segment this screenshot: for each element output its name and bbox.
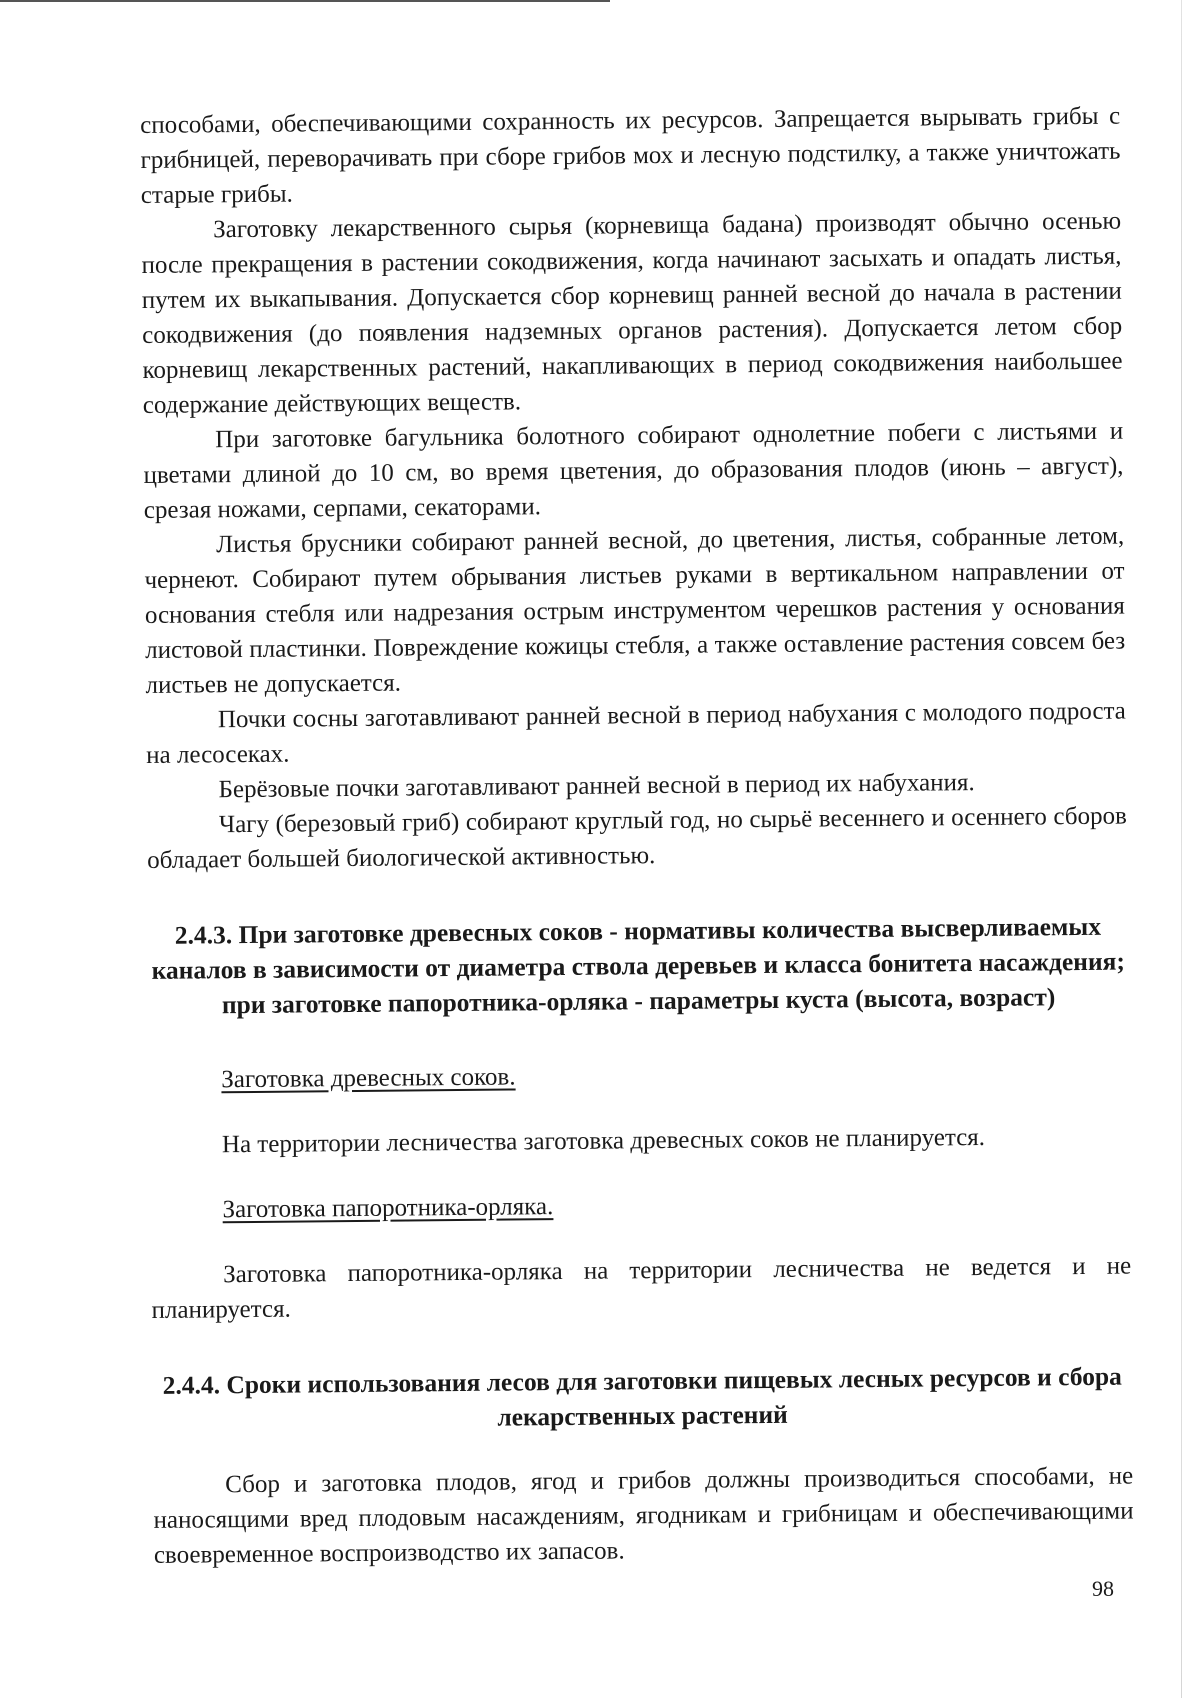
paragraph-fern: Заготовка папоротника-орляка на территории лесничества не ведется и не планируется.: [151, 1252, 1132, 1324]
subheading-tree-sap: Заготовка древесных соков.: [221, 1063, 516, 1094]
section-heading-2-4-4: 2.4.4. Сроки использования лесов для заготовки пищевых лесных ресурсов и сбора лекарственных растений: [162, 1361, 1122, 1432]
paragraph-pine-buds: Почки сосны заготавливают ранней весной в период набухания с молодого подроста на лесосеках.: [146, 697, 1126, 769]
scan-edge: [1181, 0, 1182, 1698]
paragraph-bagulnik: При заготовке багульника болотного собирают однолетние побеги с листьями и цветами длиной до 10 см, во время цветения, до образования плодов (июнь – август), срезая ножами, серпами, секаторами.: [143, 417, 1124, 524]
paragraph-continuation: способами, обеспечивающими сохранность их ресурсов. Запрещается вырывать грибы с грибницей, переворачивать при сборе грибов мох и лесную подстилку, а также уничтожать старые грибы.: [140, 102, 1121, 209]
paragraph-chaga: Чагу (березовый гриб) собирают круглый год, но сырьё весеннего и осеннего сборов обладает большей биологической активностью.: [147, 802, 1127, 874]
paragraph-tree-sap: На территории лесничества заготовка древесных соков не планируется.: [221, 1123, 986, 1159]
document-page: [140, 99, 1134, 1573]
subheading-fern: Заготовка папоротника-орляка.: [222, 1193, 554, 1224]
top-rule: [0, 0, 610, 2]
page-number: 98: [1092, 1576, 1114, 1601]
paragraph-badan: Заготовку лекарственного сырья (корневища бадана) производят обычно осенью после прекращения в растении сокодвижения, когда начинают засыхать и опадать листья, путем их выкапывания. Допускается сбор корневищ ранней весной до начала в растении сокодвижения (до появления надземных органов растения). Допускается летом сбор корневищ лекарственных растений, накапливающих в период сокодвижения наибольшее содержание действующих веществ.: [141, 207, 1123, 419]
paragraph-collection-terms: Сбор и заготовка плодов, ягод и грибов должны производиться способами, не наносящими вред плодовым насаждениям, ягодникам и грибницам и обеспечивающими своевременное воспроизводство их запасов.: [153, 1462, 1134, 1569]
paragraph-birch-buds: Берёзовые почки заготавливают ранней весной в период их набухания.: [218, 769, 975, 804]
section-heading-2-4-3: 2.4.3. При заготовке древесных соков - нормативы количества высверливаемых каналов в зависимости от диаметра ствола деревьев и класса бонитета насаждения; при заготовке папоротника-орляка - параметры куста (высота, возраст): [151, 911, 1125, 1020]
paragraph-brusnika: Листья брусники собирают ранней весной, до цветения, листья, собранные летом, чернеют. Собирают путем обрывания листьев руками в вертикальном направлении от основания стебля или надрезания острым инструментом черешков растения у основания листовой пластинки. Повреждение кожицы стебля, а также оставление растения совсем без листьев не допускается.: [144, 522, 1126, 699]
